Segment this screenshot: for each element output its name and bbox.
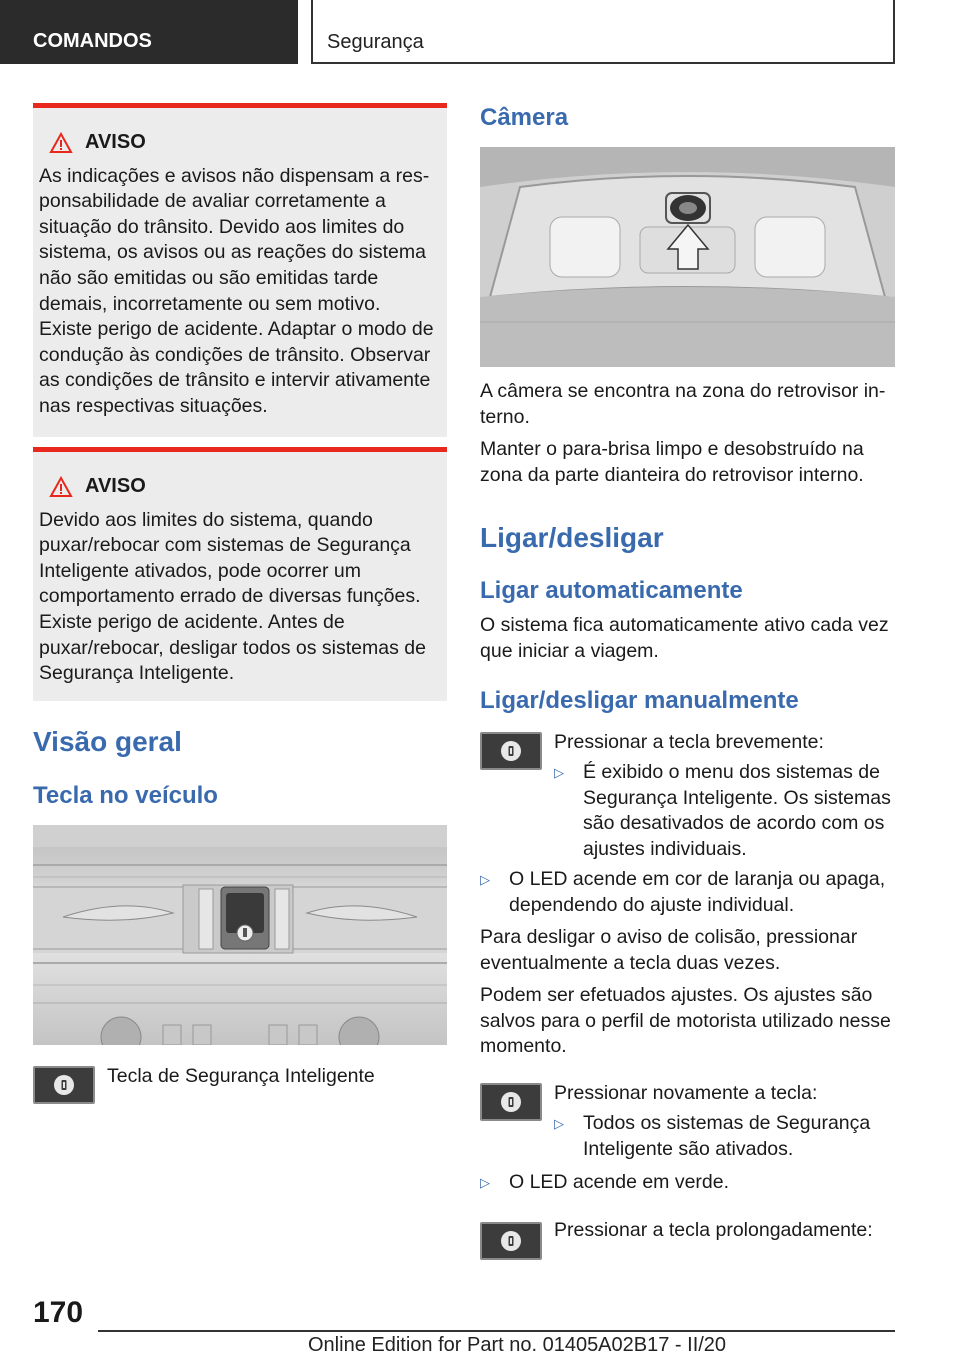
collision-paragraph: Para desligar o aviso de colisão, pressionar eventualmente a tecla duas vezes. <box>480 926 858 974</box>
bullet-triangle-icon: ▷ <box>554 1116 564 1131</box>
list-item: ▷ O LED acende em cor de laranja ou apaga, dependendo do ajuste individual. <box>480 868 886 916</box>
camera-paragraph-2: Manter o para-brisa limpo e desobstruído na zona da parte dianteira do retrovisor interno. <box>480 438 864 486</box>
warning-text: Devido aos limites do sistema, quando puxar/rebocar com sistemas de Segurança Inteligente ativados, pode ocorrer um comportamento errado de diversas funções. Existe perigo de acidente. Antes de puxar/rebocar, desligar todos os sistemas de Segurança Inteligente. <box>39 508 426 685</box>
heading-overview: Visão geral <box>33 726 182 757</box>
safety-button-icon <box>33 1066 95 1104</box>
safety-button-icon <box>480 732 542 770</box>
warning-text: As indicações e avisos não dispensam a responsabilidade de avaliar corretamente a situação do trânsito. Devido aos limites do sistema, os avisos ou as reações do sistema não são emitidas ou são emitidas tarde demais, incorretamente ou sem motivo. Existe perigo de acidente. Adaptar o modo de condução às condições de trânsito. Observar as condições de trânsito e intervir ativamente nas respectivas situações. <box>39 164 434 417</box>
bullet-triangle-icon: ▷ <box>480 872 490 887</box>
heading-on-off: Ligar/desligar <box>480 522 664 553</box>
heading-button-in-vehicle: Tecla no veículo <box>33 782 218 809</box>
list-item: ▷ É exibido o menu dos sistemas de Segurança Inteligente. Os sistemas são desativados de acordo com os ajustes individuais. <box>554 761 891 860</box>
heading-manual-on-off: Ligar/desligar manualmente <box>480 687 799 714</box>
bullet-triangle-icon: ▷ <box>554 765 564 780</box>
heading-auto-on: Ligar automaticamente <box>480 577 743 604</box>
footer-divider <box>98 1330 895 1332</box>
auto-on-text: O sistema fica automaticamente ativo cada vez que iniciar a viagem. <box>480 614 889 662</box>
chapter-tab: COMANDOS <box>0 0 298 64</box>
press-again-text: Pressionar novamente a tecla: <box>554 1082 818 1104</box>
camera-illustration <box>480 147 895 367</box>
dashboard-button-illustration <box>33 825 447 1045</box>
section-title: Segurança <box>311 0 895 64</box>
warning-box-1 <box>33 103 447 437</box>
warning-box-2 <box>33 447 447 701</box>
press-long-text: Pressionar a tecla prolongadamente: <box>554 1219 873 1241</box>
camera-paragraph-1: A câmera se encontra na zona do retrovisor interno. <box>480 380 886 428</box>
list-item: ▷ Todos os sistemas de Segurança Inteligente são ativados. <box>554 1112 871 1160</box>
safety-button-icon <box>480 1222 542 1260</box>
footer-edition: Online Edition for Part no. 01405A02B17 - II/20 <box>308 1334 727 1356</box>
settings-paragraph: Podem ser efetuados ajustes. Os ajustes são salvos para o perfil de motorista utilizado nesse momento. <box>480 984 891 1058</box>
button-caption: Tecla de Segurança Inteligente <box>107 1065 375 1087</box>
heading-camera: Câmera <box>480 104 569 131</box>
safety-button-icon <box>480 1083 542 1121</box>
bullet-triangle-icon: ▷ <box>480 1175 490 1190</box>
warning-title: AVISO <box>85 131 146 153</box>
press-brief-text: Pressionar a tecla brevemente: <box>554 731 824 753</box>
page-number: 170 <box>33 1296 84 1329</box>
warning-icon <box>49 476 73 498</box>
warning-icon <box>49 132 73 154</box>
warning-title: AVISO <box>85 475 146 497</box>
list-item: ▷ O LED acende em verde. <box>480 1170 895 1196</box>
